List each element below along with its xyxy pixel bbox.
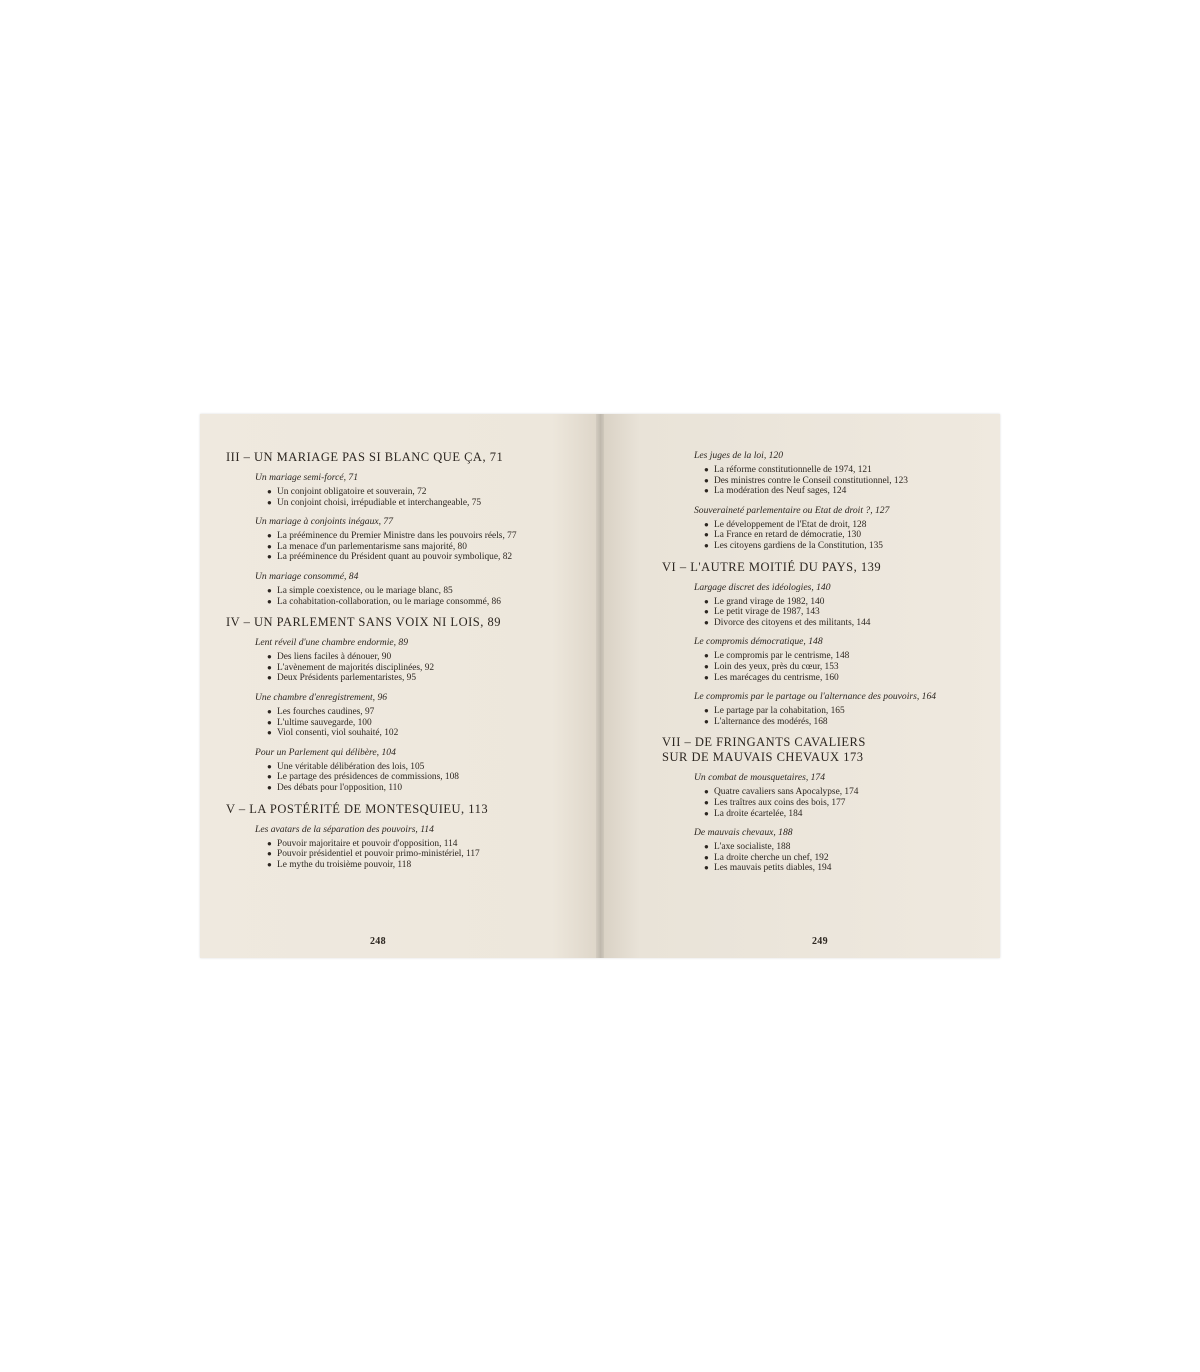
section-title: Une chambre d'enregistrement, 96	[255, 691, 388, 703]
chapter-title: III – UN MARIAGE PAS SI BLANC QUE ÇA, 71	[226, 450, 504, 464]
item-text: Le partage par la cohabitation, 165	[714, 706, 845, 717]
bullet-icon: ●	[704, 863, 709, 873]
bullet-icon: ●	[704, 842, 709, 852]
bullet-icon: ●	[704, 607, 709, 617]
item-text: Viol consenti, viol souhaité, 102	[277, 728, 399, 739]
section-title: Largage discret des idéologies, 140	[694, 581, 831, 593]
bullet-icon: ●	[704, 617, 709, 627]
page-number-right: 249	[812, 936, 828, 947]
section-title: Pour un Parlement qui délibère, 104	[255, 746, 396, 758]
toc-item	[226, 783, 556, 794]
section-title: Un mariage consommé, 84	[255, 570, 359, 582]
item-list	[662, 706, 982, 727]
chapter-block	[662, 735, 982, 874]
bullet-icon: ●	[704, 852, 709, 862]
toc-item	[226, 652, 556, 663]
item-text: Pouvoir majoritaire et pouvoir d'opposition, 114	[277, 838, 458, 849]
bullet-icon: ●	[267, 782, 272, 792]
toc-item	[226, 860, 556, 871]
item-list	[662, 597, 982, 629]
bullet-icon: ●	[704, 540, 709, 550]
item-text: Deux Présidents parlementaristes, 95	[277, 673, 417, 684]
page-number-left: 248	[370, 936, 386, 947]
bullet-icon: ●	[267, 717, 272, 727]
chapter-title-line-1: VII – DE FRINGANTS CAVALIERS	[662, 735, 866, 750]
bullet-icon: ●	[704, 672, 709, 682]
bullet-icon: ●	[267, 596, 272, 606]
toc-item	[226, 487, 556, 498]
bullet-icon: ●	[267, 772, 272, 782]
chapter-block	[226, 615, 556, 793]
item-text: La cohabitation-collaboration, ou le mariage consommé, 86	[277, 596, 501, 607]
item-list	[226, 762, 556, 794]
open-book	[200, 414, 1000, 958]
continued-sections	[662, 450, 982, 552]
item-text: Un conjoint obligatoire et souverain, 72	[277, 487, 427, 497]
bullet-icon: ●	[704, 716, 709, 726]
item-list	[226, 707, 556, 739]
bullet-icon: ●	[704, 706, 709, 716]
toc-item	[662, 662, 982, 673]
toc-item	[226, 728, 556, 739]
section-title: Un combat de mousquetaires, 174	[694, 772, 826, 784]
section-title: Un mariage semi-forcé, 71	[255, 472, 359, 483]
chapter-title: VI – L'AUTRE MOITIÉ DU PAYS, 139	[662, 559, 882, 574]
toc-item	[226, 663, 556, 674]
item-text: La modération des Neuf sages, 124	[714, 486, 847, 497]
toc-item	[662, 853, 982, 864]
bullet-icon: ●	[267, 541, 272, 551]
item-list	[662, 520, 982, 552]
toc-item	[662, 597, 982, 608]
item-text: Des liens faciles à dénouer, 90	[277, 652, 392, 663]
bullet-icon: ●	[704, 787, 709, 797]
section-title: De mauvais chevaux, 188	[694, 827, 793, 839]
toc-item	[226, 586, 556, 597]
toc-item	[226, 542, 556, 553]
bullet-icon: ●	[704, 475, 709, 485]
chapter-title-line-2: SUR DE MAUVAIS CHEVAUX 173	[662, 750, 864, 765]
left-page	[200, 414, 600, 958]
item-text: L'ultime sauvegarde, 100	[277, 717, 372, 728]
toc-item	[226, 849, 556, 860]
bullet-icon: ●	[267, 859, 272, 869]
toc-item	[662, 541, 982, 552]
toc-item	[662, 607, 982, 618]
bullet-icon: ●	[267, 531, 272, 541]
item-text: La simple coexistence, ou le mariage blanc, 85	[277, 585, 453, 596]
toc-item	[226, 772, 556, 783]
toc-item	[662, 530, 982, 541]
bullet-icon: ●	[267, 761, 272, 771]
toc-item	[662, 618, 982, 629]
bullet-icon: ●	[267, 728, 272, 738]
toc-item	[226, 552, 556, 563]
bullet-icon: ●	[704, 651, 709, 661]
item-text: La prééminence du Président quant au pouvoir symbolique, 82	[277, 552, 513, 563]
item-text: Une véritable délibération des lois, 105	[277, 761, 425, 772]
item-list	[226, 531, 556, 563]
item-text: L'alternance des modérés, 168	[714, 716, 828, 727]
toc-item	[662, 520, 982, 531]
item-text: Des ministres contre le Conseil constitutionnel, 123	[714, 475, 908, 486]
bullet-icon: ●	[267, 497, 272, 507]
item-text: Les mauvais petits diables, 194	[714, 863, 832, 874]
section-title: Les avatars de la séparation des pouvoirs, 114	[255, 823, 434, 835]
bullet-icon: ●	[267, 706, 272, 716]
item-text: Le partage des présidences de commissions, 108	[277, 772, 459, 783]
item-text: Le mythe du troisième pouvoir, 118	[277, 859, 412, 870]
bullet-icon: ●	[267, 662, 272, 672]
toc-item	[662, 706, 982, 717]
item-list	[226, 839, 556, 871]
item-text: Les traîtres aux coins des bois, 177	[714, 797, 846, 808]
toc-item	[662, 809, 982, 820]
item-text: La prééminence du Premier Ministre dans les pouvoirs réels, 77	[277, 531, 517, 542]
chapter-block	[662, 560, 982, 728]
toc-item	[226, 718, 556, 729]
toc-item	[226, 707, 556, 718]
item-text: Le développement de l'Etat de droit, 128	[714, 519, 867, 530]
item-text: Divorce des citoyens et des militants, 144	[714, 617, 871, 628]
toc-item	[226, 839, 556, 850]
toc-item	[226, 498, 556, 509]
bullet-icon: ●	[704, 808, 709, 818]
item-text: La droite écartelée, 184	[714, 808, 803, 819]
toc-item	[226, 597, 556, 608]
right-page-toc	[662, 450, 982, 882]
toc-item	[662, 717, 982, 728]
toc-item	[662, 651, 982, 662]
section-title: Un mariage à conjoints inégaux, 77	[255, 516, 394, 528]
item-list	[226, 652, 556, 684]
bullet-icon: ●	[267, 585, 272, 595]
bullet-icon: ●	[704, 519, 709, 529]
chapter-title: V – LA POSTÉRITÉ DE MONTESQUIEU, 113	[226, 801, 489, 816]
right-page	[600, 414, 1000, 958]
toc-item	[226, 762, 556, 773]
item-list	[226, 487, 556, 508]
toc-item	[226, 531, 556, 542]
item-text: Quatre cavaliers sans Apocalypse, 174	[714, 787, 859, 798]
item-list	[226, 586, 556, 607]
toc-item	[662, 863, 982, 874]
toc-item	[662, 465, 982, 476]
item-list	[662, 465, 982, 497]
toc-item	[662, 486, 982, 497]
item-text: Les citoyens gardiens de la Constitution, 135	[714, 540, 883, 551]
item-text: Un conjoint choisi, irrépudiable et interchangeable, 75	[277, 497, 482, 508]
bullet-icon: ●	[704, 486, 709, 496]
item-text: Le petit virage de 1987, 143	[714, 607, 820, 618]
toc-item	[662, 673, 982, 684]
toc-item	[662, 476, 982, 487]
item-text: La réforme constitutionnelle de 1974, 121	[714, 465, 872, 475]
toc-item	[662, 787, 982, 798]
bullet-icon: ●	[267, 673, 272, 683]
chapter-block	[226, 802, 556, 871]
bullet-icon: ●	[704, 797, 709, 807]
item-list	[662, 787, 982, 819]
bullet-icon: ●	[704, 596, 709, 606]
bullet-icon: ●	[267, 849, 272, 859]
item-text: L'axe socialiste, 188	[714, 842, 791, 853]
section-title: Le compromis par le partage ou l'alternance des pouvoirs, 164	[694, 691, 937, 703]
section-title: Souveraineté parlementaire ou Etat de droit ?, 127	[694, 504, 890, 516]
chapter-block	[226, 450, 556, 607]
section-title: Le compromis démocratique, 148	[694, 636, 823, 648]
item-text: La droite cherche un chef, 192	[714, 852, 829, 863]
toc-item	[226, 673, 556, 684]
item-text: Les marécages du centrisme, 160	[714, 672, 839, 683]
item-list	[662, 842, 982, 874]
section-title: Les juges de la loi, 120	[694, 450, 784, 461]
toc-item	[662, 798, 982, 809]
bullet-icon: ●	[704, 465, 709, 474]
item-text: La France en retard de démocratie, 130	[714, 530, 862, 541]
toc-item	[662, 842, 982, 853]
item-text: Pouvoir présidentiel et pouvoir primo-ministériel, 117	[277, 849, 480, 860]
chapter-title	[662, 735, 982, 765]
item-text: Les fourches caudines, 97	[277, 706, 375, 717]
section-title: Lent réveil d'une chambre endormie, 89	[255, 637, 409, 649]
bullet-icon: ●	[267, 487, 272, 496]
bullet-icon: ●	[704, 530, 709, 540]
item-text: Le compromis par le centrisme, 148	[714, 651, 850, 662]
chapter-title: IV – UN PARLEMENT SANS VOIX NI LOIS, 89	[226, 615, 501, 630]
item-text: L'avènement de majorités disciplinées, 92	[277, 662, 435, 673]
bullet-icon: ●	[267, 552, 272, 562]
item-text: Des débats pour l'opposition, 110	[277, 782, 403, 793]
bullet-icon: ●	[267, 652, 272, 662]
left-page-toc	[226, 450, 556, 878]
book-gutter	[596, 414, 604, 958]
bullet-icon: ●	[704, 661, 709, 671]
item-text: La menace d'un parlementarisme sans majorité, 80	[277, 541, 467, 552]
item-list	[662, 651, 982, 683]
item-text: Loin des yeux, près du cœur, 153	[714, 661, 839, 672]
item-text: Le grand virage de 1982, 140	[714, 596, 825, 607]
bullet-icon: ●	[267, 838, 272, 848]
